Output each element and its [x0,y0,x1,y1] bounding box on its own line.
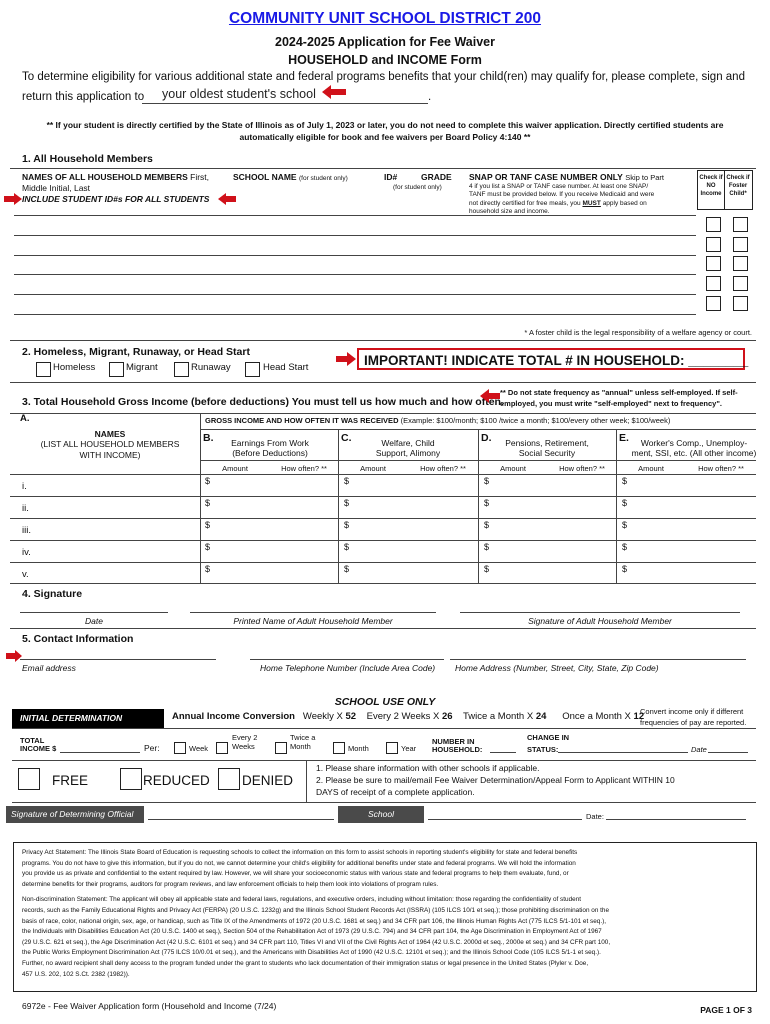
phone-label: Home Telephone Number (Include Area Code) [260,663,436,673]
year-checkbox[interactable] [386,742,398,754]
names-sub1: (LIST ALL HOUSEHOLD MEMBERS [40,439,180,449]
col-b-title: Earnings From Work (Before Deductions) [231,438,309,458]
head-start-label: Head Start [263,362,309,373]
no-income-checkbox[interactable] [706,237,721,252]
household-total-field[interactable]: IMPORTANT! INDICATE TOTAL # IN HOUSEHOLD: ________ [357,348,745,370]
red-arrow-icon [322,84,346,100]
denied-label: DENIED [242,773,294,788]
col-a-label: A. [20,413,30,424]
migrant-label: Migrant [126,362,158,373]
names-sub2: WITH INCOME) [79,450,141,460]
col-school-header: SCHOOL NAME (for student only) [233,172,348,182]
free-label: FREE [52,773,89,788]
intro-line2-prefix: return this application to [22,91,145,103]
date-label: Date [85,616,103,626]
amount-label: Amount [360,464,386,473]
amount-dollar-sign: $ [622,498,628,508]
footer-page-number: PAGE 1 OF 3 [700,1005,752,1015]
col-grade-header: GRADE [421,172,452,182]
freq-twice-month-label: Twice a Month [290,733,316,751]
change-in-status-2: STATUS: [527,745,559,754]
no-income-checkbox[interactable] [706,296,721,311]
freq-week-label: Week [189,744,209,753]
migrant-checkbox[interactable] [109,362,124,377]
initial-determination-label: INITIAL DETERMINATION [12,709,164,728]
col-foster-header: Check if Foster Child* [726,175,750,197]
intro-line1: To determine eligibility for various additional state and federal programs benefits that your child(ren) may qualify for, please complete, sign and [22,71,745,83]
col-no-income-header: Check if NO Income [699,175,723,197]
col-e-title: Worker's Comp., Unemploy- ment, SSI, etc. (All other income) [631,438,757,458]
amount-dollar-sign: $ [344,520,350,530]
gross-income-header: GROSS INCOME AND HOW OFTEN IT WAS RECEIVED (Example: $100/month; $100 /twice a month; $100/every other week; $100/week) [205,416,671,425]
red-arrow-icon [6,650,22,662]
notice-line2: automatically eligible for book and fee waivers per Board Policy 4:140 ** [239,132,531,142]
income-row-label: v. [22,569,29,580]
col-d-title: Pensions, Retirement, Social Security [505,438,589,458]
no-income-checkbox[interactable] [706,256,721,271]
homeless-checkbox[interactable] [36,362,51,377]
freq-month-label: Month [348,744,369,753]
how-often-label: How often? ** [420,464,466,473]
col-id-note: (for student only) [393,184,442,191]
printed-name-label: Printed Name of Adult Household Member [233,616,393,626]
form-subtitle: 2024-2025 Application for Fee Waiver [275,35,495,49]
school-label: School [338,806,424,823]
income-row-label: iv. [22,547,31,558]
total-income-label-2: INCOME $ [20,744,57,753]
amount-label: Amount [500,464,526,473]
per-label: Per: [144,743,160,753]
no-income-checkbox[interactable] [706,276,721,291]
col-snap-header: SNAP OR TANF CASE NUMBER ONLY Skip to Part [469,172,664,182]
amount-dollar-sign: $ [622,476,628,486]
footer-form-id: 6972e - Fee Waiver Application form (Household and Income (7/24) [22,1001,277,1011]
how-often-label: How often? ** [559,464,605,473]
address-label: Home Address (Number, Street, City, State, Zip Code) [455,663,659,673]
school-value-field[interactable]: your oldest student's school [162,87,316,101]
signature-label: Signature of Adult Household Member [528,616,672,626]
school-use-notes: 1. Please share information with other schools if applicable. 2. Please be sure to mail/email Fee Waiver Determination/Appeal Form to Applicant WITHIN 10 DAYS of receipt of a complete application. [316,763,675,797]
annual-conversion-row: Annual Income Conversion Weekly X 52 Every 2 Weeks X 26 Twice a Month X 24 Once a Month X 12 [172,711,645,722]
status-date-label: Date [691,745,707,754]
amount-dollar-sign: $ [622,520,628,530]
denied-checkbox[interactable] [218,768,240,790]
col-e-label: E. [619,432,629,444]
amount-dollar-sign: $ [484,520,490,530]
convert-note: Convert income only if different frequencies of pay are reported. [640,707,747,727]
month-checkbox[interactable] [333,742,345,754]
how-often-label: How often? ** [698,464,744,473]
amount-dollar-sign: $ [484,476,490,486]
amount-dollar-sign: $ [484,498,490,508]
amount-dollar-sign: $ [205,542,211,552]
amount-dollar-sign: $ [205,476,211,486]
amount-dollar-sign: $ [484,564,490,574]
how-often-label: How often? ** [281,464,327,473]
notice-line1: ** If your student is directly certified by the State of Illinois as of July 1, 2023 or later, you do not need to complete this waiver application. Directly certified students are [46,120,724,130]
amount-dollar-sign: $ [205,564,211,574]
names-label: NAMES [94,429,126,439]
reduced-label: REDUCED [143,773,210,788]
amount-dollar-sign: $ [344,542,350,552]
number-in-household-2: HOUSEHOLD: [432,745,483,754]
section1-title: 1. All Household Members [22,153,153,165]
amount-label: Amount [222,464,248,473]
foster-checkbox[interactable] [733,237,748,252]
every-2-weeks-checkbox[interactable] [216,742,228,754]
section4-title: 4. Signature [22,588,83,600]
reduced-checkbox[interactable] [120,768,142,790]
email-label: Email address [22,663,76,673]
official-date-label: Date: [586,812,604,821]
district-title: COMMUNITY UNIT SCHOOL DISTRICT 200 [228,10,542,27]
homeless-label: Homeless [53,362,96,373]
privacy-statement-box: Privacy Act Statement: The Illinois State Board of Education is requesting schools to collect the information on this form to assist schools in reporting student's eligibility for state and federal benefits programs. You do not have to give this information, but if you do not, we cannot determine your child's eligibility for additional benefits under state and federal programs. We will hold the information you provide us as private and confidential to the extent required by law. However, we will share your socioeconomic status with various state and federal programs to help them evaluate, fund, or determine benefits for their programs, auditors for program reviews, and law enforcement officials to help them look into violations of program rules. Non-discrimination Statement: The applicant will obey all applicable state and federal laws, regulations, and executive orders, including without limitation: those regarding the confidentiality of student records, such as the Family Educational Rights and Privacy Act (FERPA) (20 U.S.C. 1232g) and the Illinois School Student Records Act (ISSRA) (105 ILCS 10/1 et seq.); those prohibiting discrimination on the basis of race, color, national origin, sex, age, or handicap, such as Title IX of the Amendments of 1972 (20 U.S.C. 1681 et seq.) and 34 CFR part 106, the Illinois Human Rights Act (775 ILCS 5/1-101 et seq.), the Individuals with Disabilities Education Act (20 U.S.C. 1400 et seq.), Section 504 of the Rehabilitation Act of 1973 (29 U.S.C. 794) and 34 CFR part 104, the Age Discrimination in Employment Act of 1967 (29 U.S.C. 621 et seq.), the Age Discrimination Act (42 U.S.C. 6101 et seq.) and 34 CFR part 110, Titles VI and VII of the Civil Rights Act of 1964 (42 U.S.C. 2000d et seq., 2000e et seq.) and 34 CFR part 100, the Public Works Employment Discrimination Act (775 ILCS 10/0.01 et seq.), and the Americans with Disabilities Act of 1990 (42 U.S.C. 12101 et seq.); and the Illinois School Code (105 ILCS 5/1-1 et seq.). Further, no award recipient shall deny access to the program funded under the grant to students who lack documentation of their immigration status or legal presence in the United States (Plyler v. Doe, 457 U.S. 202, 102 S.Ct. 2382 (1982)). [13,842,757,992]
week-checkbox[interactable] [174,742,186,754]
frequency-note-2: employed, you must write "self-employed" next to frequency". [500,399,722,408]
foster-checkbox[interactable] [733,296,748,311]
col-names-line3: INCLUDE STUDENT ID#s FOR ALL STUDENTS [22,194,210,204]
form-title: HOUSEHOLD and INCOME Form [288,53,482,67]
amount-dollar-sign: $ [205,520,211,530]
col-snap-instructions: 4 if you list a SNAP or TANF case number. At least one SNAP/ TANF must be provided below. If you receive Medicaid and were not directly certified for free meals, you MUST apply based on household size and income. [469,183,655,216]
runaway-label: Runaway [191,362,231,373]
determining-official-label: Signature of Determining Official [6,806,144,823]
foster-checkbox[interactable] [733,217,748,232]
number-in-household-1: NUMBER IN [432,737,475,746]
amount-dollar-sign: $ [344,476,350,486]
income-row-label: iii. [22,525,31,536]
income-row-label: i. [22,481,27,492]
income-row-label: ii. [22,503,29,514]
section3-title: 3. Total Household Gross Income (before deductions) You must tell us how much and how often. [22,396,504,408]
col-id-header: ID# [384,172,398,182]
amount-dollar-sign: $ [205,498,211,508]
free-checkbox[interactable] [18,768,40,790]
freq-2weeks-label: Every 2 Weeks [232,733,258,751]
amount-dollar-sign: $ [344,498,350,508]
no-income-checkbox[interactable] [706,217,721,232]
red-arrow-icon [480,389,500,403]
amount-dollar-sign: $ [344,564,350,574]
foster-checkbox[interactable] [733,276,748,291]
freq-year-label: Year [401,744,417,753]
col-c-title: Welfare, Child Support, Alimony [375,438,441,458]
col-c-label: C. [341,432,352,444]
total-income-label-1: TOTAL [20,736,45,745]
col-d-label: D. [481,432,492,444]
foster-checkbox[interactable] [733,256,748,271]
section2-title: 2. Homeless, Migrant, Runaway, or Head Start [22,346,250,358]
red-arrow-icon [336,352,356,366]
twice-month-checkbox[interactable] [275,742,287,754]
intro-line2-suffix: . [428,91,432,103]
amount-dollar-sign: $ [622,564,628,574]
amount-dollar-sign: $ [622,542,628,552]
section5-title: 5. Contact Information [22,633,134,645]
col-b-label: B. [203,432,214,444]
col-names-header: NAMES OF ALL HOUSEHOLD MEMBERS First, [22,172,210,182]
foster-footnote: * A foster child is the legal responsibility of a welfare agency or court. [524,328,752,337]
school-use-title: SCHOOL USE ONLY [334,696,436,708]
col-names-line2: Middle Initial, Last [22,183,91,193]
red-arrow-icon [4,193,22,205]
red-arrow-icon [218,193,236,205]
head-start-checkbox[interactable] [245,362,260,377]
amount-dollar-sign: $ [484,542,490,552]
change-in-status-1: CHANGE IN [527,733,570,742]
amount-label: Amount [638,464,664,473]
runaway-checkbox[interactable] [174,362,189,377]
frequency-note-1: ** Do not state frequency as "annual" unless self-employed. If self- [500,388,738,397]
